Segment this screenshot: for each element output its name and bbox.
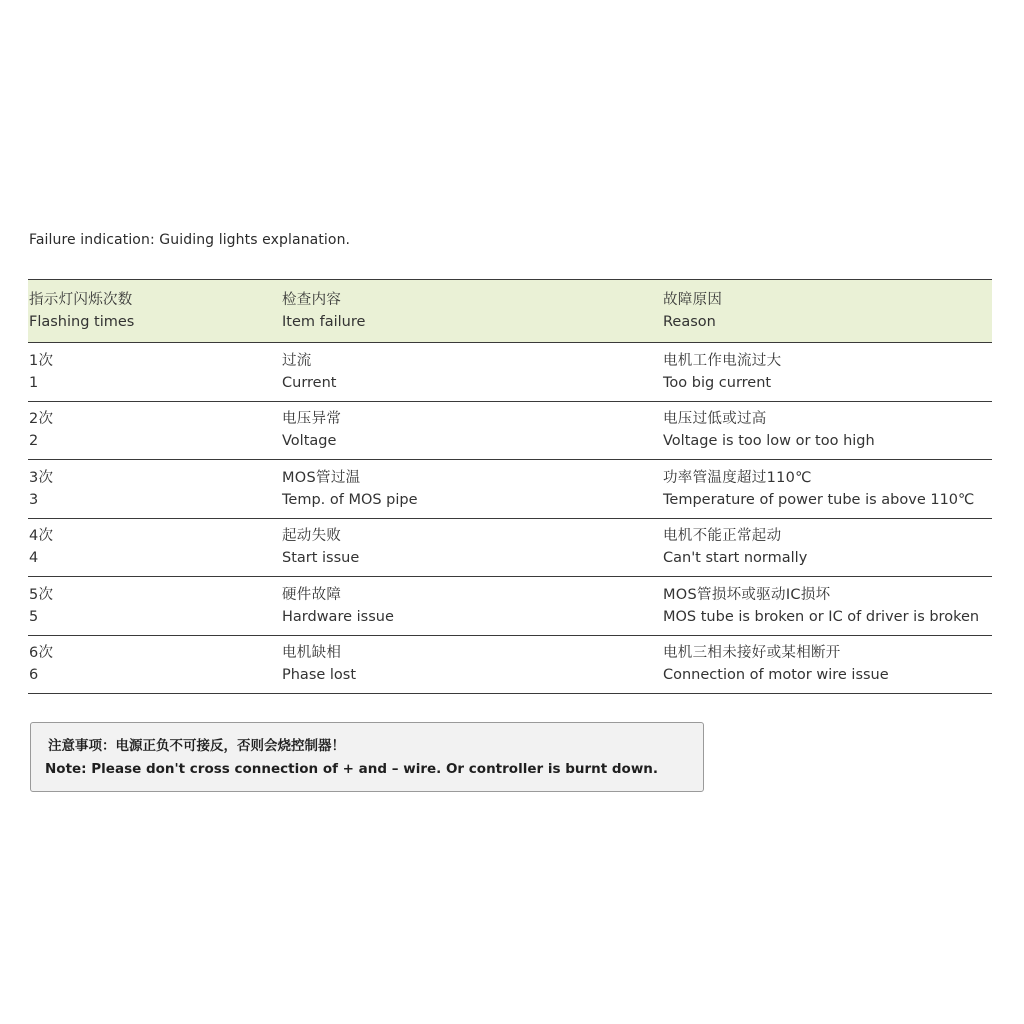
flashing-times-cell: 5次 5 xyxy=(29,586,54,625)
failure-table xyxy=(28,279,992,694)
item-failure-cell: 电机缺相 Phase lost xyxy=(282,645,357,684)
warning-note-english: Note: Please don't cross connection of + and – wire. Or controller is burnt down. xyxy=(45,761,659,777)
reason-cell: 电机三相未接好或某相断开 Connection of motor wire issue xyxy=(663,645,889,684)
reason-cell: 电机不能正常起动 Can't start normally xyxy=(663,528,808,567)
item-failure-cell: 电压异常 Voltage xyxy=(282,411,342,450)
table-header-row xyxy=(28,279,992,343)
warning-note-chinese: 注意事项：电源正负不可接反，否则会烧控制器！ xyxy=(48,738,345,754)
header-reason: 故障原因 Reason xyxy=(663,292,723,330)
table-row xyxy=(28,577,992,636)
flashing-times-cell: 4次 4 xyxy=(29,528,54,567)
flashing-times-cell: 1次 1 xyxy=(29,352,54,391)
reason-cell: MOS管损坏或驱动IC损坏 MOS tube is broken or IC of driver is broken xyxy=(663,586,980,625)
reason-cell: 电机工作电流过大 Too big current xyxy=(663,352,782,391)
warning-note-box xyxy=(30,722,704,792)
reason-cell: 功率管温度超过110℃ Temperature of power tube is above 110℃ xyxy=(663,469,975,508)
item-failure-cell: 过流 Current xyxy=(282,352,337,391)
header-item-failure: 检查内容 Item failure xyxy=(282,292,366,330)
flashing-times-cell: 3次 3 xyxy=(29,469,54,508)
reason-cell: 电压过低或过高 Voltage is too low or too high xyxy=(663,411,875,450)
item-failure-cell: 起动失败 Start issue xyxy=(282,528,360,567)
table-row xyxy=(28,460,992,519)
table-row xyxy=(28,519,992,578)
item-failure-cell: 硬件故障 Hardware issue xyxy=(282,586,394,625)
table-row xyxy=(28,402,992,461)
item-failure-cell: MOS管过温 Temp. of MOS pipe xyxy=(282,469,418,508)
table-row xyxy=(28,343,992,402)
flashing-times-cell: 6次 6 xyxy=(29,645,54,684)
table-row xyxy=(28,636,992,695)
flashing-times-cell: 2次 2 xyxy=(29,411,54,450)
table-caption: Failure indication: Guiding lights explanation. xyxy=(29,232,351,248)
header-flashing-times: 指示灯闪烁次数 Flashing times xyxy=(29,292,135,330)
